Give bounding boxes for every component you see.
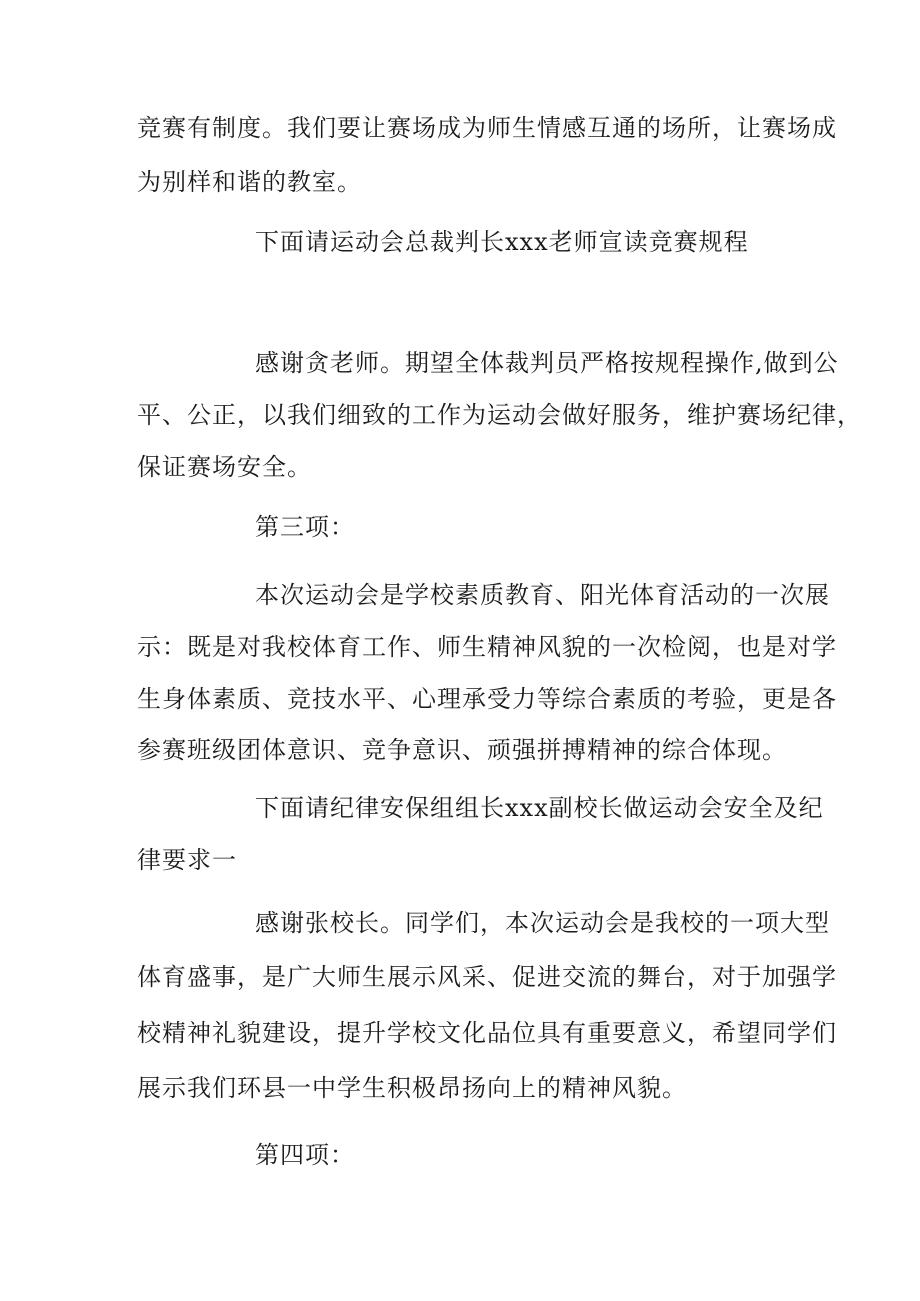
- paragraph-line: 示：既是对我校体育工作、师生精神风貌的一次检阅，也是对学: [137, 633, 837, 661]
- paragraph-line: 本次运动会是学校素质教育、阳光体育活动的一次展: [255, 581, 830, 609]
- announcement-line: 下面请运动会总裁判长xxx老师宣读竞赛规程: [255, 228, 749, 256]
- paragraph-line: 参赛班级团体意识、竞争意识、顽强拼搏精神的综合体现。: [137, 736, 787, 764]
- paragraph-line: 感谢张校长。同学们，本次运动会是我校的一项大型: [255, 909, 830, 937]
- paragraph-line: 生身体素质、竞技水平、心理承受力等综合素质的考验，更是各: [137, 685, 837, 713]
- paragraph-line: 保证赛场安全。: [137, 453, 312, 481]
- paragraph-line: 体育盛事，是广大师生展示风采、促进交流的舞台，对于加强学: [137, 963, 837, 991]
- paragraph-line: 校精神礼貌建设，提升学校文化品位具有重要意义，希望同学们: [137, 1019, 837, 1047]
- paragraph-line: 感谢贪老师。期望全体裁判员严格按规程操作,做到公: [255, 349, 839, 377]
- section-heading: 第三项：: [255, 513, 355, 541]
- paragraph-line: 为别样和谐的教室。: [137, 168, 362, 196]
- section-heading: 第四项：: [255, 1141, 355, 1169]
- paragraph-line: 平、公正，以我们细致的工作为运动会做好服务，维护赛场纪律，: [137, 401, 862, 429]
- announcement-line: 下面请纪律安保组组长xxx副校长做运动会安全及纪: [255, 794, 824, 822]
- paragraph-line: 竞赛有制度。我们要让赛场成为师生情感互通的场所，让赛场成: [137, 114, 837, 142]
- announcement-line: 律要求一: [137, 846, 237, 874]
- paragraph-line: 展示我们环县一中学生积极昂扬向上的精神风貌。: [137, 1074, 687, 1102]
